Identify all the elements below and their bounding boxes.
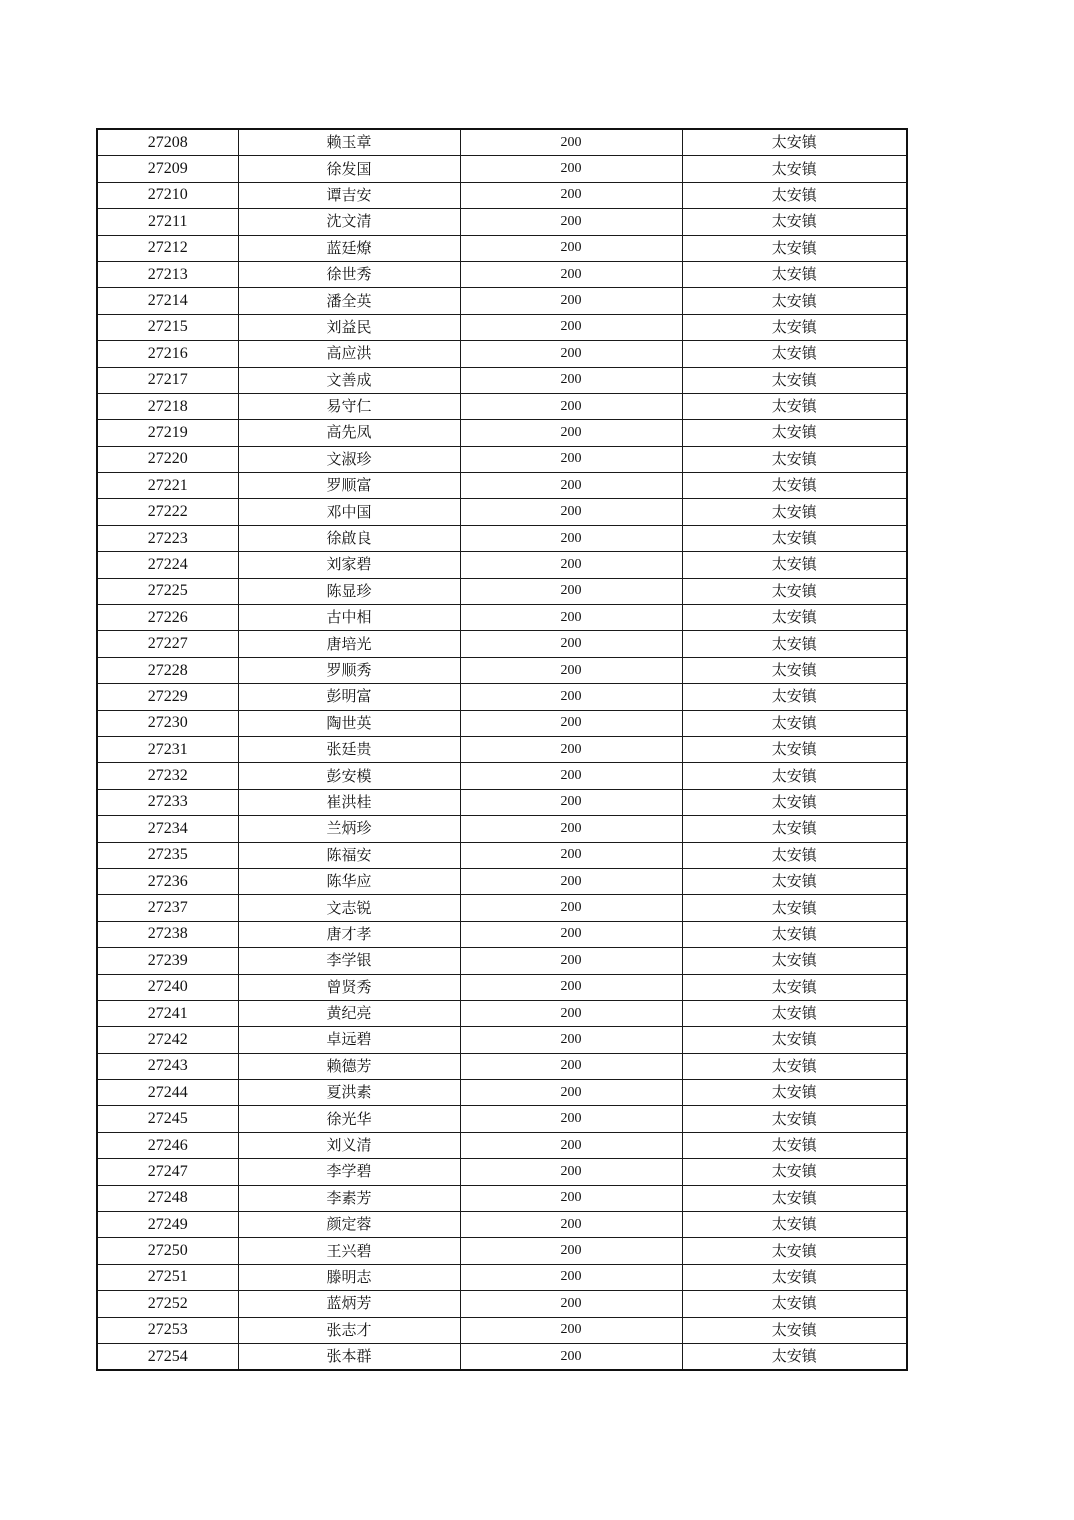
amount-cell: 200 [460, 1291, 682, 1317]
name-cell: 文淑珍 [238, 446, 460, 472]
town-cell: 太安镇 [682, 235, 907, 261]
row-number-cell: 27236 [97, 868, 238, 894]
row-number-cell: 27245 [97, 1106, 238, 1132]
table-row [97, 420, 907, 446]
name-cell: 高先凤 [238, 420, 460, 446]
table-row [97, 235, 907, 261]
name-cell: 陈福安 [238, 842, 460, 868]
table-row [97, 499, 907, 525]
name-cell: 高应洪 [238, 341, 460, 367]
name-cell: 张廷贵 [238, 736, 460, 762]
table-row [97, 868, 907, 894]
name-cell: 陶世英 [238, 710, 460, 736]
amount-cell: 200 [460, 948, 682, 974]
table-row [97, 948, 907, 974]
table-row [97, 1053, 907, 1079]
table-row [97, 156, 907, 182]
town-cell: 太安镇 [682, 789, 907, 815]
name-cell: 卓远碧 [238, 1027, 460, 1053]
town-cell: 太安镇 [682, 367, 907, 393]
table-row [97, 1185, 907, 1211]
name-cell: 蓝廷燎 [238, 235, 460, 261]
town-cell: 太安镇 [682, 314, 907, 340]
row-number-cell: 27219 [97, 420, 238, 446]
amount-cell: 200 [460, 182, 682, 208]
town-cell: 太安镇 [682, 393, 907, 419]
amount-cell: 200 [460, 789, 682, 815]
town-cell: 太安镇 [682, 341, 907, 367]
row-number-cell: 27228 [97, 657, 238, 683]
name-cell: 彭安模 [238, 763, 460, 789]
table-row [97, 816, 907, 842]
name-cell: 潘全英 [238, 288, 460, 314]
table-row [97, 578, 907, 604]
table-body [97, 129, 907, 1370]
amount-cell: 200 [460, 314, 682, 340]
table-row [97, 631, 907, 657]
table-row [97, 525, 907, 551]
table-row [97, 736, 907, 762]
row-number-cell: 27243 [97, 1053, 238, 1079]
town-cell: 太安镇 [682, 1212, 907, 1238]
subsidy-list-table [96, 128, 908, 1371]
table-row [97, 182, 907, 208]
town-cell: 太安镇 [682, 710, 907, 736]
amount-cell: 200 [460, 525, 682, 551]
amount-cell: 200 [460, 235, 682, 261]
name-cell: 罗顺富 [238, 473, 460, 499]
town-cell: 太安镇 [682, 1238, 907, 1264]
amount-cell: 200 [460, 895, 682, 921]
amount-cell: 200 [460, 341, 682, 367]
amount-cell: 200 [460, 684, 682, 710]
table-row [97, 1159, 907, 1185]
name-cell: 李学碧 [238, 1159, 460, 1185]
name-cell: 文善成 [238, 367, 460, 393]
table-row [97, 1000, 907, 1026]
row-number-cell: 27244 [97, 1080, 238, 1106]
name-cell: 张本群 [238, 1343, 460, 1370]
row-number-cell: 27227 [97, 631, 238, 657]
town-cell: 太安镇 [682, 261, 907, 287]
town-cell: 太安镇 [682, 129, 907, 156]
name-cell: 刘义清 [238, 1132, 460, 1158]
town-cell: 太安镇 [682, 1343, 907, 1370]
town-cell: 太安镇 [682, 763, 907, 789]
row-number-cell: 27213 [97, 261, 238, 287]
amount-cell: 200 [460, 288, 682, 314]
row-number-cell: 27242 [97, 1027, 238, 1053]
table-row [97, 1343, 907, 1370]
town-cell: 太安镇 [682, 736, 907, 762]
town-cell: 太安镇 [682, 288, 907, 314]
table-row [97, 1106, 907, 1132]
amount-cell: 200 [460, 209, 682, 235]
table-row [97, 1080, 907, 1106]
amount-cell: 200 [460, 1132, 682, 1158]
amount-cell: 200 [460, 473, 682, 499]
town-cell: 太安镇 [682, 1317, 907, 1343]
name-cell: 滕明志 [238, 1264, 460, 1290]
town-cell: 太安镇 [682, 156, 907, 182]
row-number-cell: 27224 [97, 552, 238, 578]
amount-cell: 200 [460, 552, 682, 578]
name-cell: 陈显珍 [238, 578, 460, 604]
town-cell: 太安镇 [682, 657, 907, 683]
table-row [97, 974, 907, 1000]
row-number-cell: 27211 [97, 209, 238, 235]
town-cell: 太安镇 [682, 868, 907, 894]
name-cell: 陈华应 [238, 868, 460, 894]
table-row [97, 1264, 907, 1290]
row-number-cell: 27232 [97, 763, 238, 789]
table-row [97, 605, 907, 631]
table-row [97, 763, 907, 789]
row-number-cell: 27229 [97, 684, 238, 710]
town-cell: 太安镇 [682, 842, 907, 868]
table-row [97, 393, 907, 419]
town-cell: 太安镇 [682, 1159, 907, 1185]
row-number-cell: 27247 [97, 1159, 238, 1185]
row-number-cell: 27222 [97, 499, 238, 525]
amount-cell: 200 [460, 446, 682, 472]
amount-cell: 200 [460, 842, 682, 868]
amount-cell: 200 [460, 499, 682, 525]
row-number-cell: 27231 [97, 736, 238, 762]
row-number-cell: 27225 [97, 578, 238, 604]
row-number-cell: 27230 [97, 710, 238, 736]
amount-cell: 200 [460, 1343, 682, 1370]
amount-cell: 200 [460, 156, 682, 182]
town-cell: 太安镇 [682, 578, 907, 604]
amount-cell: 200 [460, 921, 682, 947]
row-number-cell: 27240 [97, 974, 238, 1000]
name-cell: 唐培光 [238, 631, 460, 657]
name-cell: 王兴碧 [238, 1238, 460, 1264]
name-cell: 夏洪素 [238, 1080, 460, 1106]
town-cell: 太安镇 [682, 631, 907, 657]
name-cell: 徐啟良 [238, 525, 460, 551]
town-cell: 太安镇 [682, 1080, 907, 1106]
name-cell: 兰炳珍 [238, 816, 460, 842]
table-row [97, 1317, 907, 1343]
table-row [97, 552, 907, 578]
amount-cell: 200 [460, 1185, 682, 1211]
name-cell: 刘益民 [238, 314, 460, 340]
name-cell: 彭明富 [238, 684, 460, 710]
row-number-cell: 27246 [97, 1132, 238, 1158]
town-cell: 太安镇 [682, 1027, 907, 1053]
row-number-cell: 27220 [97, 446, 238, 472]
row-number-cell: 27252 [97, 1291, 238, 1317]
amount-cell: 200 [460, 974, 682, 1000]
table-row [97, 367, 907, 393]
town-cell: 太安镇 [682, 552, 907, 578]
row-number-cell: 27248 [97, 1185, 238, 1211]
town-cell: 太安镇 [682, 209, 907, 235]
amount-cell: 200 [460, 1000, 682, 1026]
town-cell: 太安镇 [682, 420, 907, 446]
amount-cell: 200 [460, 710, 682, 736]
row-number-cell: 27210 [97, 182, 238, 208]
row-number-cell: 27215 [97, 314, 238, 340]
table-row [97, 209, 907, 235]
town-cell: 太安镇 [682, 1264, 907, 1290]
table-row [97, 288, 907, 314]
name-cell: 张志才 [238, 1317, 460, 1343]
amount-cell: 200 [460, 578, 682, 604]
row-number-cell: 27212 [97, 235, 238, 261]
name-cell: 唐才孝 [238, 921, 460, 947]
table-row [97, 1027, 907, 1053]
subsidy-list-table-container [96, 128, 906, 1371]
amount-cell: 200 [460, 1212, 682, 1238]
amount-cell: 200 [460, 763, 682, 789]
town-cell: 太安镇 [682, 1053, 907, 1079]
name-cell: 李素芳 [238, 1185, 460, 1211]
amount-cell: 200 [460, 657, 682, 683]
name-cell: 邓中国 [238, 499, 460, 525]
table-row [97, 789, 907, 815]
town-cell: 太安镇 [682, 1291, 907, 1317]
table-row [97, 842, 907, 868]
amount-cell: 200 [460, 367, 682, 393]
town-cell: 太安镇 [682, 605, 907, 631]
town-cell: 太安镇 [682, 895, 907, 921]
amount-cell: 200 [460, 393, 682, 419]
row-number-cell: 27217 [97, 367, 238, 393]
table-row [97, 1291, 907, 1317]
amount-cell: 200 [460, 261, 682, 287]
amount-cell: 200 [460, 1238, 682, 1264]
town-cell: 太安镇 [682, 816, 907, 842]
town-cell: 太安镇 [682, 1185, 907, 1211]
table-row [97, 473, 907, 499]
name-cell: 徐光华 [238, 1106, 460, 1132]
table-row [97, 314, 907, 340]
name-cell: 徐发国 [238, 156, 460, 182]
name-cell: 李学银 [238, 948, 460, 974]
name-cell: 谭吉安 [238, 182, 460, 208]
name-cell: 颜定蓉 [238, 1212, 460, 1238]
amount-cell: 200 [460, 736, 682, 762]
table-row [97, 1238, 907, 1264]
table-row [97, 657, 907, 683]
amount-cell: 200 [460, 816, 682, 842]
row-number-cell: 27237 [97, 895, 238, 921]
name-cell: 赖德芳 [238, 1053, 460, 1079]
row-number-cell: 27234 [97, 816, 238, 842]
row-number-cell: 27218 [97, 393, 238, 419]
row-number-cell: 27253 [97, 1317, 238, 1343]
row-number-cell: 27239 [97, 948, 238, 974]
amount-cell: 200 [460, 420, 682, 446]
table-row [97, 921, 907, 947]
row-number-cell: 27223 [97, 525, 238, 551]
town-cell: 太安镇 [682, 525, 907, 551]
row-number-cell: 27209 [97, 156, 238, 182]
table-row [97, 710, 907, 736]
amount-cell: 200 [460, 1264, 682, 1290]
name-cell: 赖玉章 [238, 129, 460, 156]
table-row [97, 1212, 907, 1238]
amount-cell: 200 [460, 1053, 682, 1079]
name-cell: 曾贤秀 [238, 974, 460, 1000]
town-cell: 太安镇 [682, 974, 907, 1000]
amount-cell: 200 [460, 1159, 682, 1185]
name-cell: 蓝炳芳 [238, 1291, 460, 1317]
name-cell: 罗顺秀 [238, 657, 460, 683]
town-cell: 太安镇 [682, 182, 907, 208]
town-cell: 太安镇 [682, 473, 907, 499]
amount-cell: 200 [460, 605, 682, 631]
table-row [97, 261, 907, 287]
amount-cell: 200 [460, 868, 682, 894]
name-cell: 崔洪桂 [238, 789, 460, 815]
row-number-cell: 27238 [97, 921, 238, 947]
name-cell: 刘家碧 [238, 552, 460, 578]
table-row [97, 684, 907, 710]
row-number-cell: 27216 [97, 341, 238, 367]
town-cell: 太安镇 [682, 684, 907, 710]
row-number-cell: 27214 [97, 288, 238, 314]
amount-cell: 200 [460, 631, 682, 657]
town-cell: 太安镇 [682, 1132, 907, 1158]
row-number-cell: 27221 [97, 473, 238, 499]
town-cell: 太安镇 [682, 499, 907, 525]
row-number-cell: 27208 [97, 129, 238, 156]
row-number-cell: 27254 [97, 1343, 238, 1370]
name-cell: 黄纪亮 [238, 1000, 460, 1026]
name-cell: 古中相 [238, 605, 460, 631]
name-cell: 徐世秀 [238, 261, 460, 287]
row-number-cell: 27226 [97, 605, 238, 631]
table-row [97, 1132, 907, 1158]
town-cell: 太安镇 [682, 1106, 907, 1132]
name-cell: 沈文清 [238, 209, 460, 235]
town-cell: 太安镇 [682, 1000, 907, 1026]
town-cell: 太安镇 [682, 921, 907, 947]
table-row [97, 341, 907, 367]
row-number-cell: 27249 [97, 1212, 238, 1238]
town-cell: 太安镇 [682, 446, 907, 472]
row-number-cell: 27251 [97, 1264, 238, 1290]
row-number-cell: 27233 [97, 789, 238, 815]
amount-cell: 200 [460, 1080, 682, 1106]
name-cell: 文志锐 [238, 895, 460, 921]
amount-cell: 200 [460, 1106, 682, 1132]
town-cell: 太安镇 [682, 948, 907, 974]
row-number-cell: 27241 [97, 1000, 238, 1026]
table-row [97, 446, 907, 472]
amount-cell: 200 [460, 129, 682, 156]
row-number-cell: 27250 [97, 1238, 238, 1264]
name-cell: 易守仁 [238, 393, 460, 419]
table-row [97, 895, 907, 921]
row-number-cell: 27235 [97, 842, 238, 868]
amount-cell: 200 [460, 1027, 682, 1053]
amount-cell: 200 [460, 1317, 682, 1343]
table-row [97, 129, 907, 156]
